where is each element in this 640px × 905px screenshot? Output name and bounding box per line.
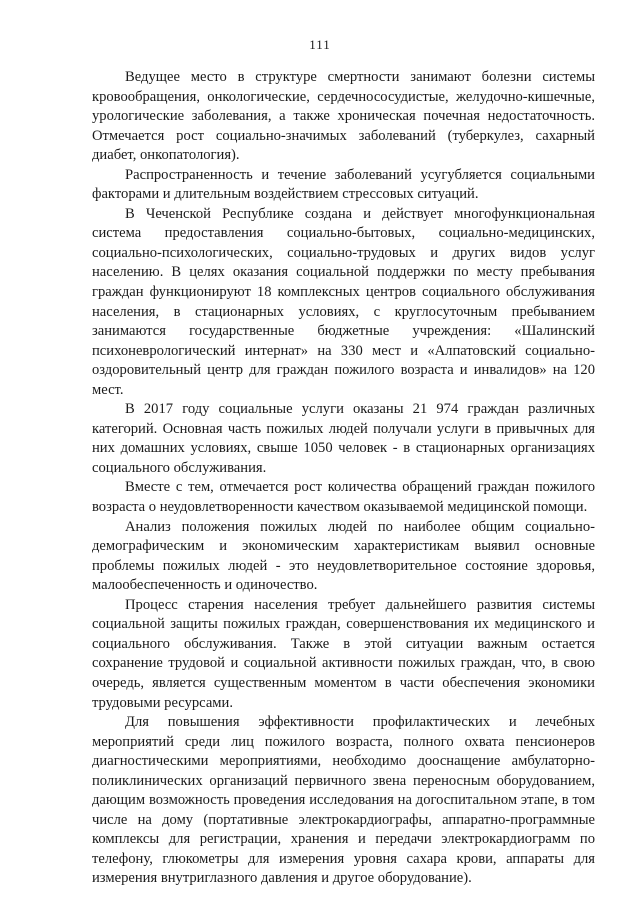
document-body [92, 68, 595, 889]
paragraph-mortality-structure: Ведущее место в структуре смертности занимают болезни системы кровообращения, онкологические, сердечнососудистые, желудочно-кишечные, урологические заболевания, а также хроническая почечная недостаточность. Отмечается рост социально-значимых заболеваний (туберкулез, сахарный диабет, онкопатология). [92, 69, 595, 164]
paragraph-services-2017: В 2017 году социальные услуги оказаны 21 974 граждан различных категорий. Основная часть пожилых людей получали услуги в привычных для них домашних условиях, свыше 1050 человек - в стационарных организациях социального обслуживания. [92, 401, 595, 476]
page-number: 111 [309, 37, 331, 52]
paragraph-aging-process: Процесс старения населения требует дальнейшего развития системы социальной защиты пожилых граждан, совершенствования их медицинского и социального обслуживания. Также в этой ситуации важным остается сохранение трудовой и социальной активности пожилых граждан, что, в свою очередь, является существенным моментом в части обеспечения экономики трудовыми ресурсами. [92, 596, 595, 711]
paragraph-social-factors: Распространенность и течение заболеваний усугубляется социальными факторами и длительным воздействием стрессовых ситуаций. [92, 166, 595, 203]
paragraph-equipment-needs: Для повышения эффективности профилактических и лечебных мероприятий среди лиц пожилого возраста, полного охвата пенсионеров диагностическими мероприятиями, необходимо дооснащение амбулаторно-поликлинических организаций первичного звена переносным оборудованием, дающим возможность проведения исследования на догоспитальном этапе, в том числе на дому (портативные электрокардиографы, аппаратно-программные комплексы для регистрации, хранения и передачи электрокардиограмм по телефону, глюкометры для измерения уровня сахара крови, аппараты для измерения внутриглазного давления и другое оборудование). [92, 714, 595, 887]
paragraph-social-services-system: В Чеченской Республике создана и действует многофункциональная система предоставления социально-бытовых, социально-медицинских, социально-психологических, социально-трудовых и других видов услуг населению. В целях оказания социальной поддержки по месту пребывания граждан функционируют 18 комплексных центров социального обслуживания населения, в стационарных условиях, с круглосуточным пребыванием занимаются государственные бюджетные учреждения: «Шалинский психоневрологический интернат» на 330 мест и «Алпатовский социально-оздоровительный центр для граждан пожилого возраста и инвалидов» на 120 мест. [92, 205, 595, 398]
paragraph-elderly-problems: Анализ положения пожилых людей по наиболее общим социально-демографическим и экономическим характеристикам выявил основные проблемы пожилых людей - это неудовлетворительное состояние здоровья, малообеспеченность и одиночество. [92, 518, 595, 594]
paragraph-medical-dissatisfaction: Вместе с тем, отмечается рост количества обращений граждан пожилого возраста о неудовлетворенности качеством оказываемой медицинской помощи. [92, 479, 595, 516]
